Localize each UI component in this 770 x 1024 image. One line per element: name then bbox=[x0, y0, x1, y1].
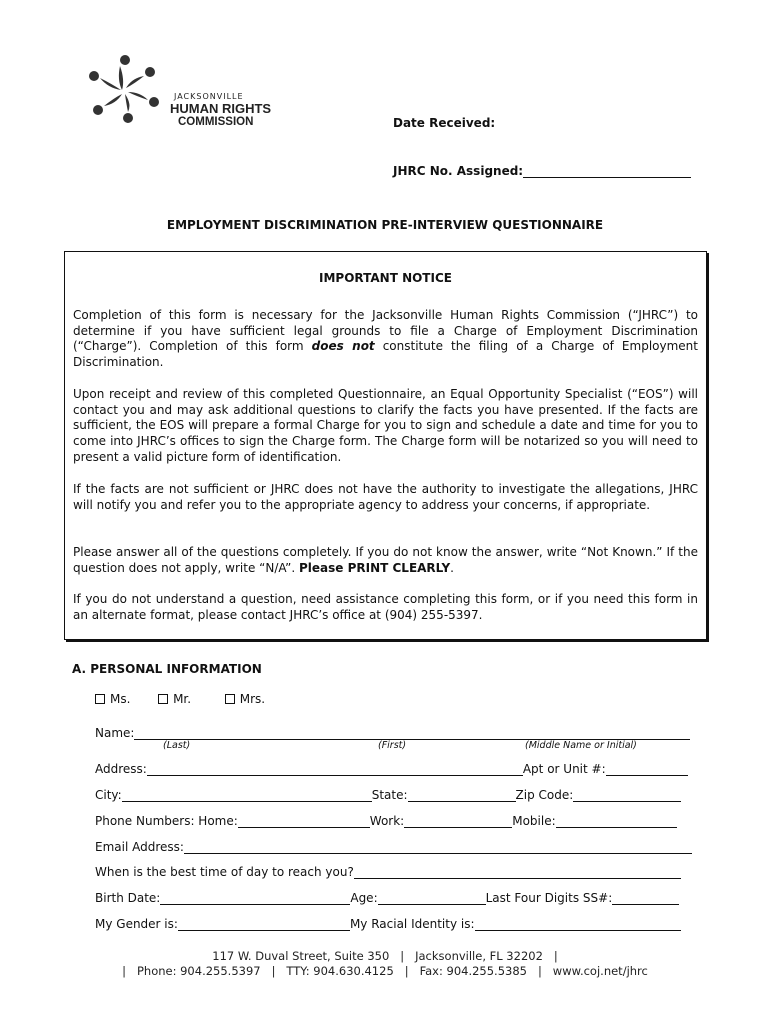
address-row: Address: Apt or Unit #: bbox=[95, 761, 688, 777]
date-received-label: Date Received: bbox=[393, 116, 496, 130]
notice-paragraph-3: If the facts are not sufficient or JHRC does not have the authority to investigate the allegations, JHRC will notify you and refer you to the appropriate agency to address your concerns, if appropriate. bbox=[73, 482, 698, 512]
notice-title: IMPORTANT NOTICE bbox=[319, 271, 452, 285]
name-label: Name: bbox=[95, 726, 135, 740]
footer-contact: | Phone: 904.255.5397 | TTY: 904.630.4125 | Fax: 904.255.5385 | www.coj.net/jhrc bbox=[122, 964, 648, 978]
phone-row: Phone Numbers: Home: Work: Mobile: bbox=[95, 813, 677, 829]
age-field[interactable] bbox=[378, 890, 486, 905]
email-field[interactable] bbox=[184, 839, 692, 854]
name-sub-first: (First) bbox=[378, 740, 407, 751]
city-field[interactable] bbox=[122, 787, 372, 802]
form-title: EMPLOYMENT DISCRIMINATION PRE-INTERVIEW QUESTIONNAIRE bbox=[166, 218, 604, 232]
birth-date-field[interactable] bbox=[160, 890, 350, 905]
work-phone-field[interactable] bbox=[404, 813, 512, 828]
gender-field[interactable] bbox=[178, 916, 350, 931]
gender-row: My Gender is: My Racial Identity is: bbox=[95, 916, 681, 932]
footer-address: 117 W. Duval Street, Suite 350 | Jacksonville, FL 32202 | bbox=[212, 949, 558, 963]
jhrc-no-field[interactable] bbox=[523, 164, 691, 178]
best-time-row: When is the best time of day to reach you? bbox=[95, 864, 681, 880]
email-row: Email Address: bbox=[95, 839, 692, 855]
checkbox-icon[interactable] bbox=[225, 694, 235, 704]
name-row bbox=[95, 725, 690, 741]
birth-row: Birth Date: Age: Last Four Digits SS#: bbox=[95, 890, 679, 906]
important-notice-box bbox=[64, 251, 707, 640]
home-phone-field[interactable] bbox=[238, 813, 370, 828]
notice-paragraph-4: Please answer all of the questions completely. If you do not know the answer, write “Not Known.” If the question does not apply, write “N/A”. Please PRINT CLEARLY. bbox=[73, 545, 698, 575]
jhrc-no-label: JHRC No. Assigned: bbox=[393, 164, 691, 178]
salutation-row bbox=[95, 692, 265, 708]
name-sub-last: (Last) bbox=[163, 740, 191, 751]
logo-line-1: JACKSONVILLE bbox=[174, 92, 244, 101]
logo-line-3: COMMISSION bbox=[178, 116, 254, 128]
logo-line-2: HUMAN RIGHTS bbox=[170, 101, 272, 116]
salutation-mr[interactable]: Mr. bbox=[158, 692, 191, 706]
section-a-heading: A. PERSONAL INFORMATION bbox=[72, 662, 262, 676]
zip-field[interactable] bbox=[573, 787, 681, 802]
mobile-phone-field[interactable] bbox=[556, 813, 677, 828]
best-time-field[interactable] bbox=[354, 864, 681, 879]
name-sub-middle: (Middle Name or Initial) bbox=[525, 740, 637, 751]
race-field[interactable] bbox=[475, 916, 681, 931]
notice-paragraph-5: If you do not understand a question, need assistance completing this form, or if you need this form in an alternate format, please contact JHRC’s office at (904) 255-5397. bbox=[73, 592, 698, 622]
notice-paragraph-2: Upon receipt and review of this completed Questionnaire, an Equal Opportunity Specialist (“EOS”) will contact you and may ask additional questions to clarify the facts you have presented. If the facts are sufficient, the EOS will prepare a formal Charge for you to sign and schedule a date and time for you to come into JHRC’s offices to sign the Charge form. The Charge form will be notarized so you will need to present a valid picture form of identification. bbox=[73, 387, 698, 464]
notice-paragraph-1: Completion of this form is necessary for the Jacksonville Human Rights Commission (“JHRC”) to determine if you have sufficient legal grounds to file a Charge of Employment Discrimination (“Charge”). Completion of this form does not constitute the filing of a Charge of Employment Discrimination. bbox=[73, 308, 698, 370]
ssn-field[interactable] bbox=[612, 890, 679, 905]
state-field[interactable] bbox=[408, 787, 516, 802]
apt-field[interactable] bbox=[606, 761, 688, 776]
checkbox-icon[interactable] bbox=[95, 694, 105, 704]
address-field[interactable] bbox=[147, 761, 523, 776]
name-field[interactable] bbox=[134, 725, 690, 740]
salutation-ms[interactable]: Ms. bbox=[95, 692, 130, 706]
salutation-mrs[interactable]: Mrs. bbox=[225, 692, 265, 706]
checkbox-icon[interactable] bbox=[158, 694, 168, 704]
city-row: City: State: Zip Code: bbox=[95, 787, 681, 803]
jhrc-logo-mark bbox=[84, 50, 166, 126]
